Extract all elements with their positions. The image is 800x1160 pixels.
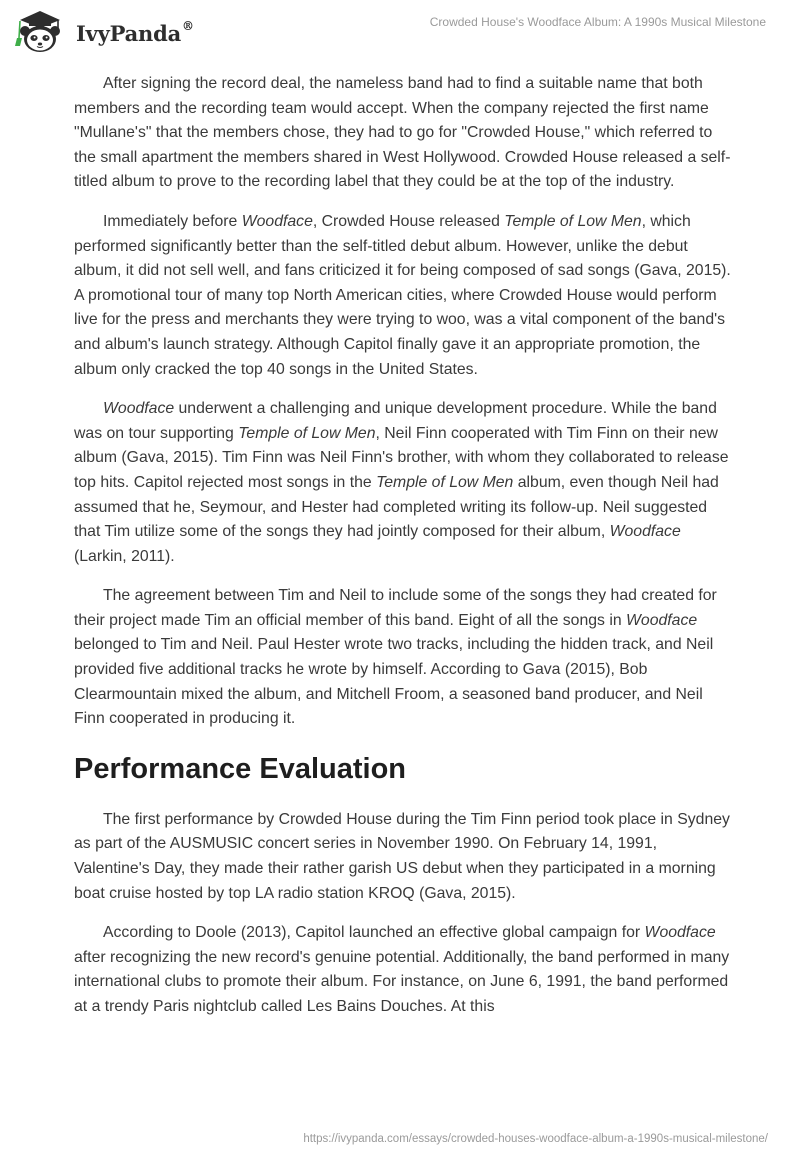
paragraph: According to Doole (2013), Capitol launched an effective global campaign for Woodface after recognizing the new record's genuine potential. Additionally, the band performed in many international clubs to promote their album. For instance, on June 6, 1991, the band performed at a trendy Paris nightclub called Les Bains Douches. At this — [74, 924, 730, 1015]
paragraph: The agreement between Tim and Neil to include some of the songs they had created for their project made Tim an official member of this band. Eight of all the songs in Woodface belonged to Tim and Neil. Paul Hester wrote two tracks, including the hidden track, and Neil provided five additional tracks he wrote by himself. According to Gava (2015), Bob Clearmountain mixed the album, and Mitchell Froom, a seasoned band producer, and Neil Finn cooperated in producing it. — [74, 587, 717, 728]
section-heading: Performance Evaluation — [74, 752, 406, 785]
italic-title: Temple of Low Men — [376, 473, 514, 491]
italic-title: Woodface — [626, 611, 698, 629]
logo-wordmark: IvyPanda® — [76, 18, 194, 46]
article-body — [74, 72, 734, 1035]
paragraph: After signing the record deal, the nameless band had to find a suitable name that both members and the recording team would accept. When the company rejected the first name "Mullane's" that the members chose, they had to go for "Crowded House," which referred to the small apartment the members shared in West Hollywood. Crowded House released a self-titled album to prove to the recording label that they could be at the top of the industry. — [74, 75, 731, 191]
italic-title: Woodface — [103, 400, 175, 418]
paragraph: The first performance by Crowded House during the Tim Finn period took place in Sydney as part of the AUSMUSIC concert series in November 1990. On February 14, 1991, Valentine's Day, they made their rather garish US debut when they participated in a morning boat cruise hosted by top LA radio station KROQ (Gava, 2015). — [74, 810, 730, 902]
document-title: Crowded House's Woodface Album: A 1990s Musical Milestone — [429, 15, 766, 29]
paragraph: Woodface underwent a challenging and unique development procedure. While the band was on tour supporting Temple of Low Men, Neil Finn cooperated with Tim Finn on their new album (Gava, 2015). Tim Finn was Neil Finn's brother, with whom they collaborated to release top hits. Capitol rejected most songs in the Temple of Low Men album, even though Neil had assumed that he, Seymour, and Hester had completed writing its follow-up. Neil suggested that Tim utilize some of the songs they had jointly composed for their album, Woodface (Larkin, 2011). — [74, 400, 729, 565]
italic-title: Temple of Low Men — [238, 424, 376, 442]
italic-title: Woodface — [241, 212, 313, 230]
italic-title: Woodface — [609, 523, 681, 541]
italic-title: Woodface — [644, 924, 716, 942]
paragraph: Immediately before Woodface, Crowded House released Temple of Low Men, which performed significantly better than the self-titled debut album. However, unlike the debut album, it did not sell well, and fans criticized it for being composed of sad songs (Gava, 2015). A promotional tour of many top North American cities, where Crowded House would perform live for the press and merchants they were trying to woo, was a vital component of the band's and album's launch strategy. Although Capitol finally gave it an appropriate promotion, the album only cracked the top 40 songs in the United States. — [74, 212, 731, 378]
source-url[interactable]: https://ivypanda.com/essays/crowded-houses-woodface-album-a-1990s-musical-milestone/ — [303, 1133, 768, 1145]
ivypanda-logo[interactable] — [14, 8, 194, 54]
panda-graduate-icon — [14, 8, 66, 54]
page-header — [0, 0, 800, 60]
italic-title: Temple of Low Men — [504, 212, 642, 230]
